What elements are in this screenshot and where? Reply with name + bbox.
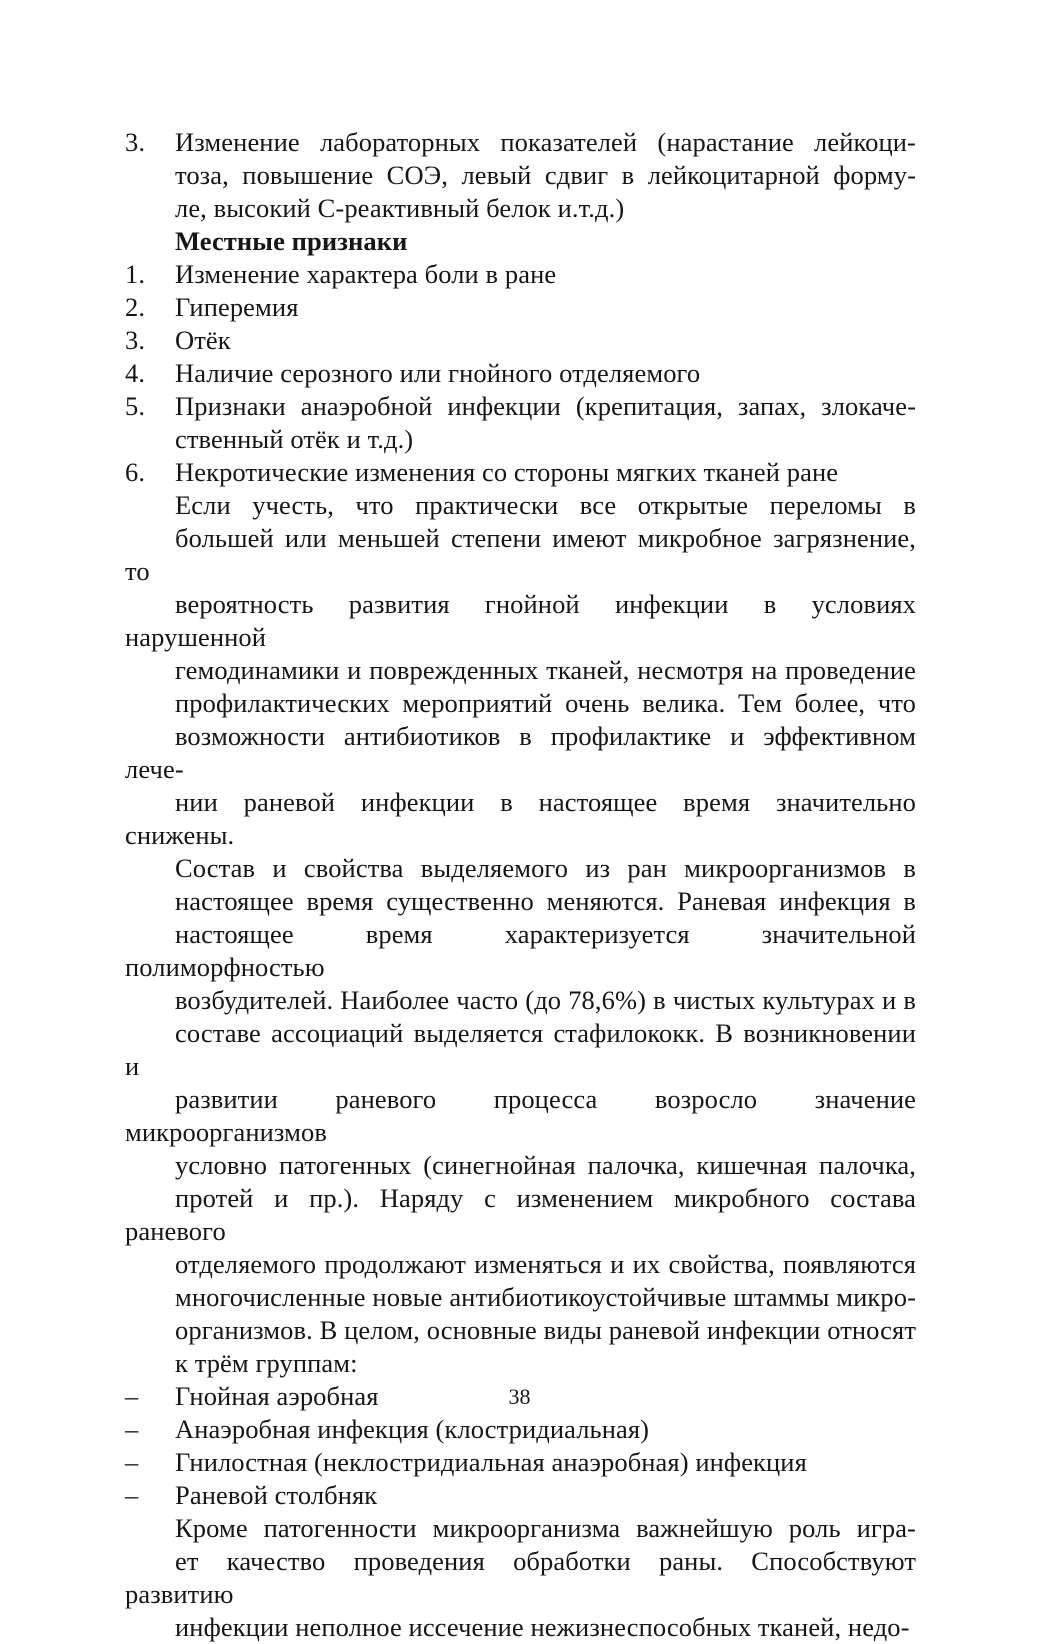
local-signs-heading: Местные признаки	[175, 226, 408, 256]
paragraph-line: многочисленные новые антибиотикоустойчивые штаммы микро-	[175, 1282, 916, 1312]
paragraph-line: возбудителей. Наиболее часто (до 78,6%) в чистых культурах и в	[175, 985, 916, 1015]
paragraph-line: нии раневой инфекции в настоящее время значительно снижены.	[125, 787, 916, 850]
list-item-text-line: ственный отёк и т.д.)	[175, 424, 414, 454]
list-item-text-line: Гиперемия	[175, 292, 299, 322]
list-marker: 1.	[125, 259, 146, 289]
paragraph-line: гемодинамики и поврежденных тканей, несмотря на проведение	[175, 655, 916, 685]
paragraph-line: к трём группам:	[175, 1348, 358, 1378]
list-marker: –	[125, 1414, 139, 1444]
list-item	[125, 1413, 916, 1446]
paragraph-line: развитии раневого процесса возросло значение микроорганизмов	[125, 1084, 916, 1147]
paragraph-line: большей или меньшей степени имеют микробное загрязнение, то	[125, 523, 916, 586]
list-item	[125, 390, 916, 456]
list-item-text-line: Признаки анаэробной инфекции (крепитация, запах, злокаче-	[175, 391, 916, 421]
list-item	[125, 357, 916, 390]
paragraph-line: настоящее время существенно меняются. Раневая инфекция в	[175, 886, 916, 916]
local-signs-list	[125, 258, 916, 489]
paragraph-line: протей и пр.). Наряду с изменением микробного состава раневого	[125, 1183, 916, 1246]
list-item-text-line: Раневой столбняк	[175, 1480, 378, 1510]
paragraph-line: составе ассоциаций выделяется стафилококк. В возникновении и	[125, 1018, 916, 1081]
page-number: 38	[508, 1384, 531, 1409]
systemic-signs-list	[125, 126, 916, 225]
paragraph-line: условно патогенных (синегнойная палочка, кишечная палочка,	[175, 1150, 916, 1180]
list-marker: 4.	[125, 358, 146, 388]
list-item-text-line: Изменение характера боли в ране	[175, 259, 557, 289]
list-marker: 6.	[125, 457, 146, 487]
list-item-text-line: Гнилостная (неклостридиальная анаэробная) инфекция	[175, 1447, 807, 1477]
list-item	[125, 126, 916, 225]
paragraph-line: отделяемого продолжают изменяться и их свойства, появляются	[175, 1249, 916, 1279]
list-marker: –	[125, 1447, 139, 1477]
list-item	[125, 456, 916, 489]
paragraph-line: настоящее время характеризуется значительной полиморфностью	[125, 919, 916, 982]
list-item-text-line: Некротические изменения со стороны мягких тканей ране	[175, 457, 839, 487]
paragraph-line: возможности антибиотиков в профилактике и эффективном лече-	[125, 721, 916, 784]
paragraph-line: ет качество проведения обработки раны. Способствуют развитию	[125, 1546, 916, 1609]
list-item-text-line: Анаэробная инфекция (клостридиальная)	[175, 1414, 650, 1444]
list-marker: –	[125, 1480, 139, 1510]
list-marker: –	[125, 1381, 139, 1411]
paragraph-wound-treatment	[125, 1512, 916, 1644]
list-marker: 5.	[125, 391, 146, 421]
paragraph-line: Состав и свойства выделяемого из ран микроорганизмов в	[175, 853, 916, 883]
list-item-text-line: Отёк	[175, 325, 231, 355]
list-item	[125, 1446, 916, 1479]
paragraph-line: Кроме патогенности микроорганизма важнейшую роль игра-	[175, 1513, 916, 1543]
paragraph-line: профилактических мероприятий очень велика. Тем более, что	[175, 688, 916, 718]
list-item-text-line: Гнойная аэробная	[175, 1381, 379, 1411]
list-item	[125, 324, 916, 357]
list-item-text-line: Изменение лабораторных показателей (нарастание лейкоци-	[175, 127, 916, 157]
list-item	[125, 291, 916, 324]
paragraph-line: организмов. В целом, основные виды раневой инфекции относят	[175, 1315, 916, 1345]
list-item-text-line: ле, высокий С-реактивный белок и.т.д.)	[175, 193, 625, 223]
paragraph-line: Если учесть, что практически все открытые переломы в	[175, 490, 916, 520]
list-item	[125, 1479, 916, 1512]
list-marker: 2.	[125, 292, 146, 322]
paragraph-open-fractures	[125, 489, 916, 852]
paragraph-line: инфекции неполное иссечение нежизнеспособных тканей, недо-	[175, 1612, 910, 1642]
list-item	[125, 258, 916, 291]
list-item-text-line: тоза, повышение СОЭ, левый сдвиг в лейкоцитарной форму-	[175, 160, 916, 190]
paragraph-microorganisms	[125, 852, 916, 1380]
list-marker: 3.	[125, 127, 146, 157]
page-body	[125, 126, 916, 1644]
paragraph-line: вероятность развития гнойной инфекции в условиях нарушенной	[125, 589, 916, 652]
list-item-text-line: Наличие серозного или гнойного отделяемого	[175, 358, 701, 388]
list-marker: 3.	[125, 325, 146, 355]
